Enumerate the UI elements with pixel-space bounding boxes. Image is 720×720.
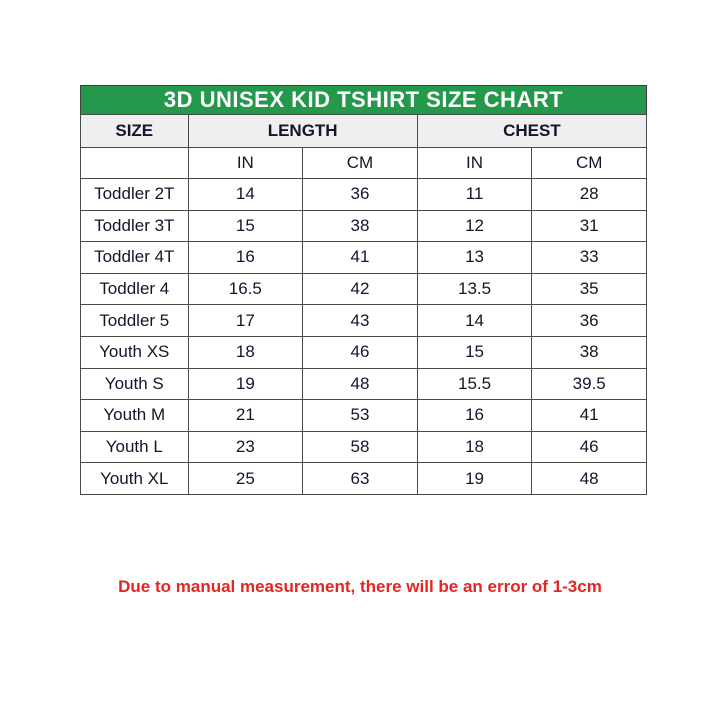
column-header-chest: CHEST	[417, 115, 646, 148]
unit-header-length-in: IN	[188, 148, 303, 179]
chart-title-bar	[80, 85, 647, 114]
size-label: Youth XS	[81, 336, 189, 368]
table-row	[81, 305, 647, 337]
length-cm-value: 63	[303, 463, 418, 495]
table-row	[81, 336, 647, 368]
table-row	[81, 463, 647, 495]
chest-cm-value: 35	[532, 273, 647, 305]
unit-header-chest-in: IN	[417, 148, 532, 179]
chest-cm-value: 31	[532, 210, 647, 242]
length-cm-value: 58	[303, 431, 418, 463]
size-chart	[80, 85, 647, 495]
chest-in-value: 16	[417, 400, 532, 432]
length-in-value: 19	[188, 368, 303, 400]
size-label: Toddler 3T	[81, 210, 189, 242]
table-row	[81, 210, 647, 242]
table-row	[81, 431, 647, 463]
size-label: Youth M	[81, 400, 189, 432]
table-unit-header-row	[81, 148, 647, 179]
length-cm-value: 53	[303, 400, 418, 432]
unit-header-length-cm: CM	[303, 148, 418, 179]
length-cm-value: 42	[303, 273, 418, 305]
length-cm-value: 41	[303, 242, 418, 274]
measurement-disclaimer: Due to manual measurement, there will be an error of 1-3cm	[118, 577, 602, 596]
chest-cm-value: 39.5	[532, 368, 647, 400]
length-in-value: 23	[188, 431, 303, 463]
chest-cm-value: 36	[532, 305, 647, 337]
length-in-value: 18	[188, 336, 303, 368]
size-label: Youth S	[81, 368, 189, 400]
chest-in-value: 13	[417, 242, 532, 274]
size-label: Toddler 2T	[81, 179, 189, 211]
chart-title: 3D UNISEX KID TSHIRT SIZE CHART	[163, 87, 564, 112]
chest-in-value: 19	[417, 463, 532, 495]
length-cm-value: 38	[303, 210, 418, 242]
chest-cm-value: 38	[532, 336, 647, 368]
length-in-value: 25	[188, 463, 303, 495]
chest-cm-value: 33	[532, 242, 647, 274]
size-label: Youth L	[81, 431, 189, 463]
length-cm-value: 36	[303, 179, 418, 211]
column-header-length: LENGTH	[188, 115, 417, 148]
length-in-value: 16.5	[188, 273, 303, 305]
size-label: Toddler 4T	[81, 242, 189, 274]
chest-cm-value: 41	[532, 400, 647, 432]
length-in-value: 16	[188, 242, 303, 274]
chest-cm-value: 28	[532, 179, 647, 211]
chest-in-value: 11	[417, 179, 532, 211]
length-in-value: 17	[188, 305, 303, 337]
chest-in-value: 15.5	[417, 368, 532, 400]
chest-cm-value: 48	[532, 463, 647, 495]
length-cm-value: 48	[303, 368, 418, 400]
unit-header-blank	[81, 148, 189, 179]
unit-header-chest-cm: CM	[532, 148, 647, 179]
table-row	[81, 242, 647, 274]
chest-in-value: 12	[417, 210, 532, 242]
table-row	[81, 368, 647, 400]
length-cm-value: 46	[303, 336, 418, 368]
column-header-size: SIZE	[81, 115, 189, 148]
chest-in-value: 15	[417, 336, 532, 368]
table-group-header-row	[81, 115, 647, 148]
chest-in-value: 18	[417, 431, 532, 463]
chest-in-value: 13.5	[417, 273, 532, 305]
chest-in-value: 14	[417, 305, 532, 337]
table-row	[81, 400, 647, 432]
length-cm-value: 43	[303, 305, 418, 337]
length-in-value: 15	[188, 210, 303, 242]
size-label: Toddler 5	[81, 305, 189, 337]
size-table	[80, 114, 647, 495]
length-in-value: 21	[188, 400, 303, 432]
size-label: Youth XL	[81, 463, 189, 495]
length-in-value: 14	[188, 179, 303, 211]
table-row	[81, 179, 647, 211]
size-label: Toddler 4	[81, 273, 189, 305]
chest-cm-value: 46	[532, 431, 647, 463]
table-row	[81, 273, 647, 305]
